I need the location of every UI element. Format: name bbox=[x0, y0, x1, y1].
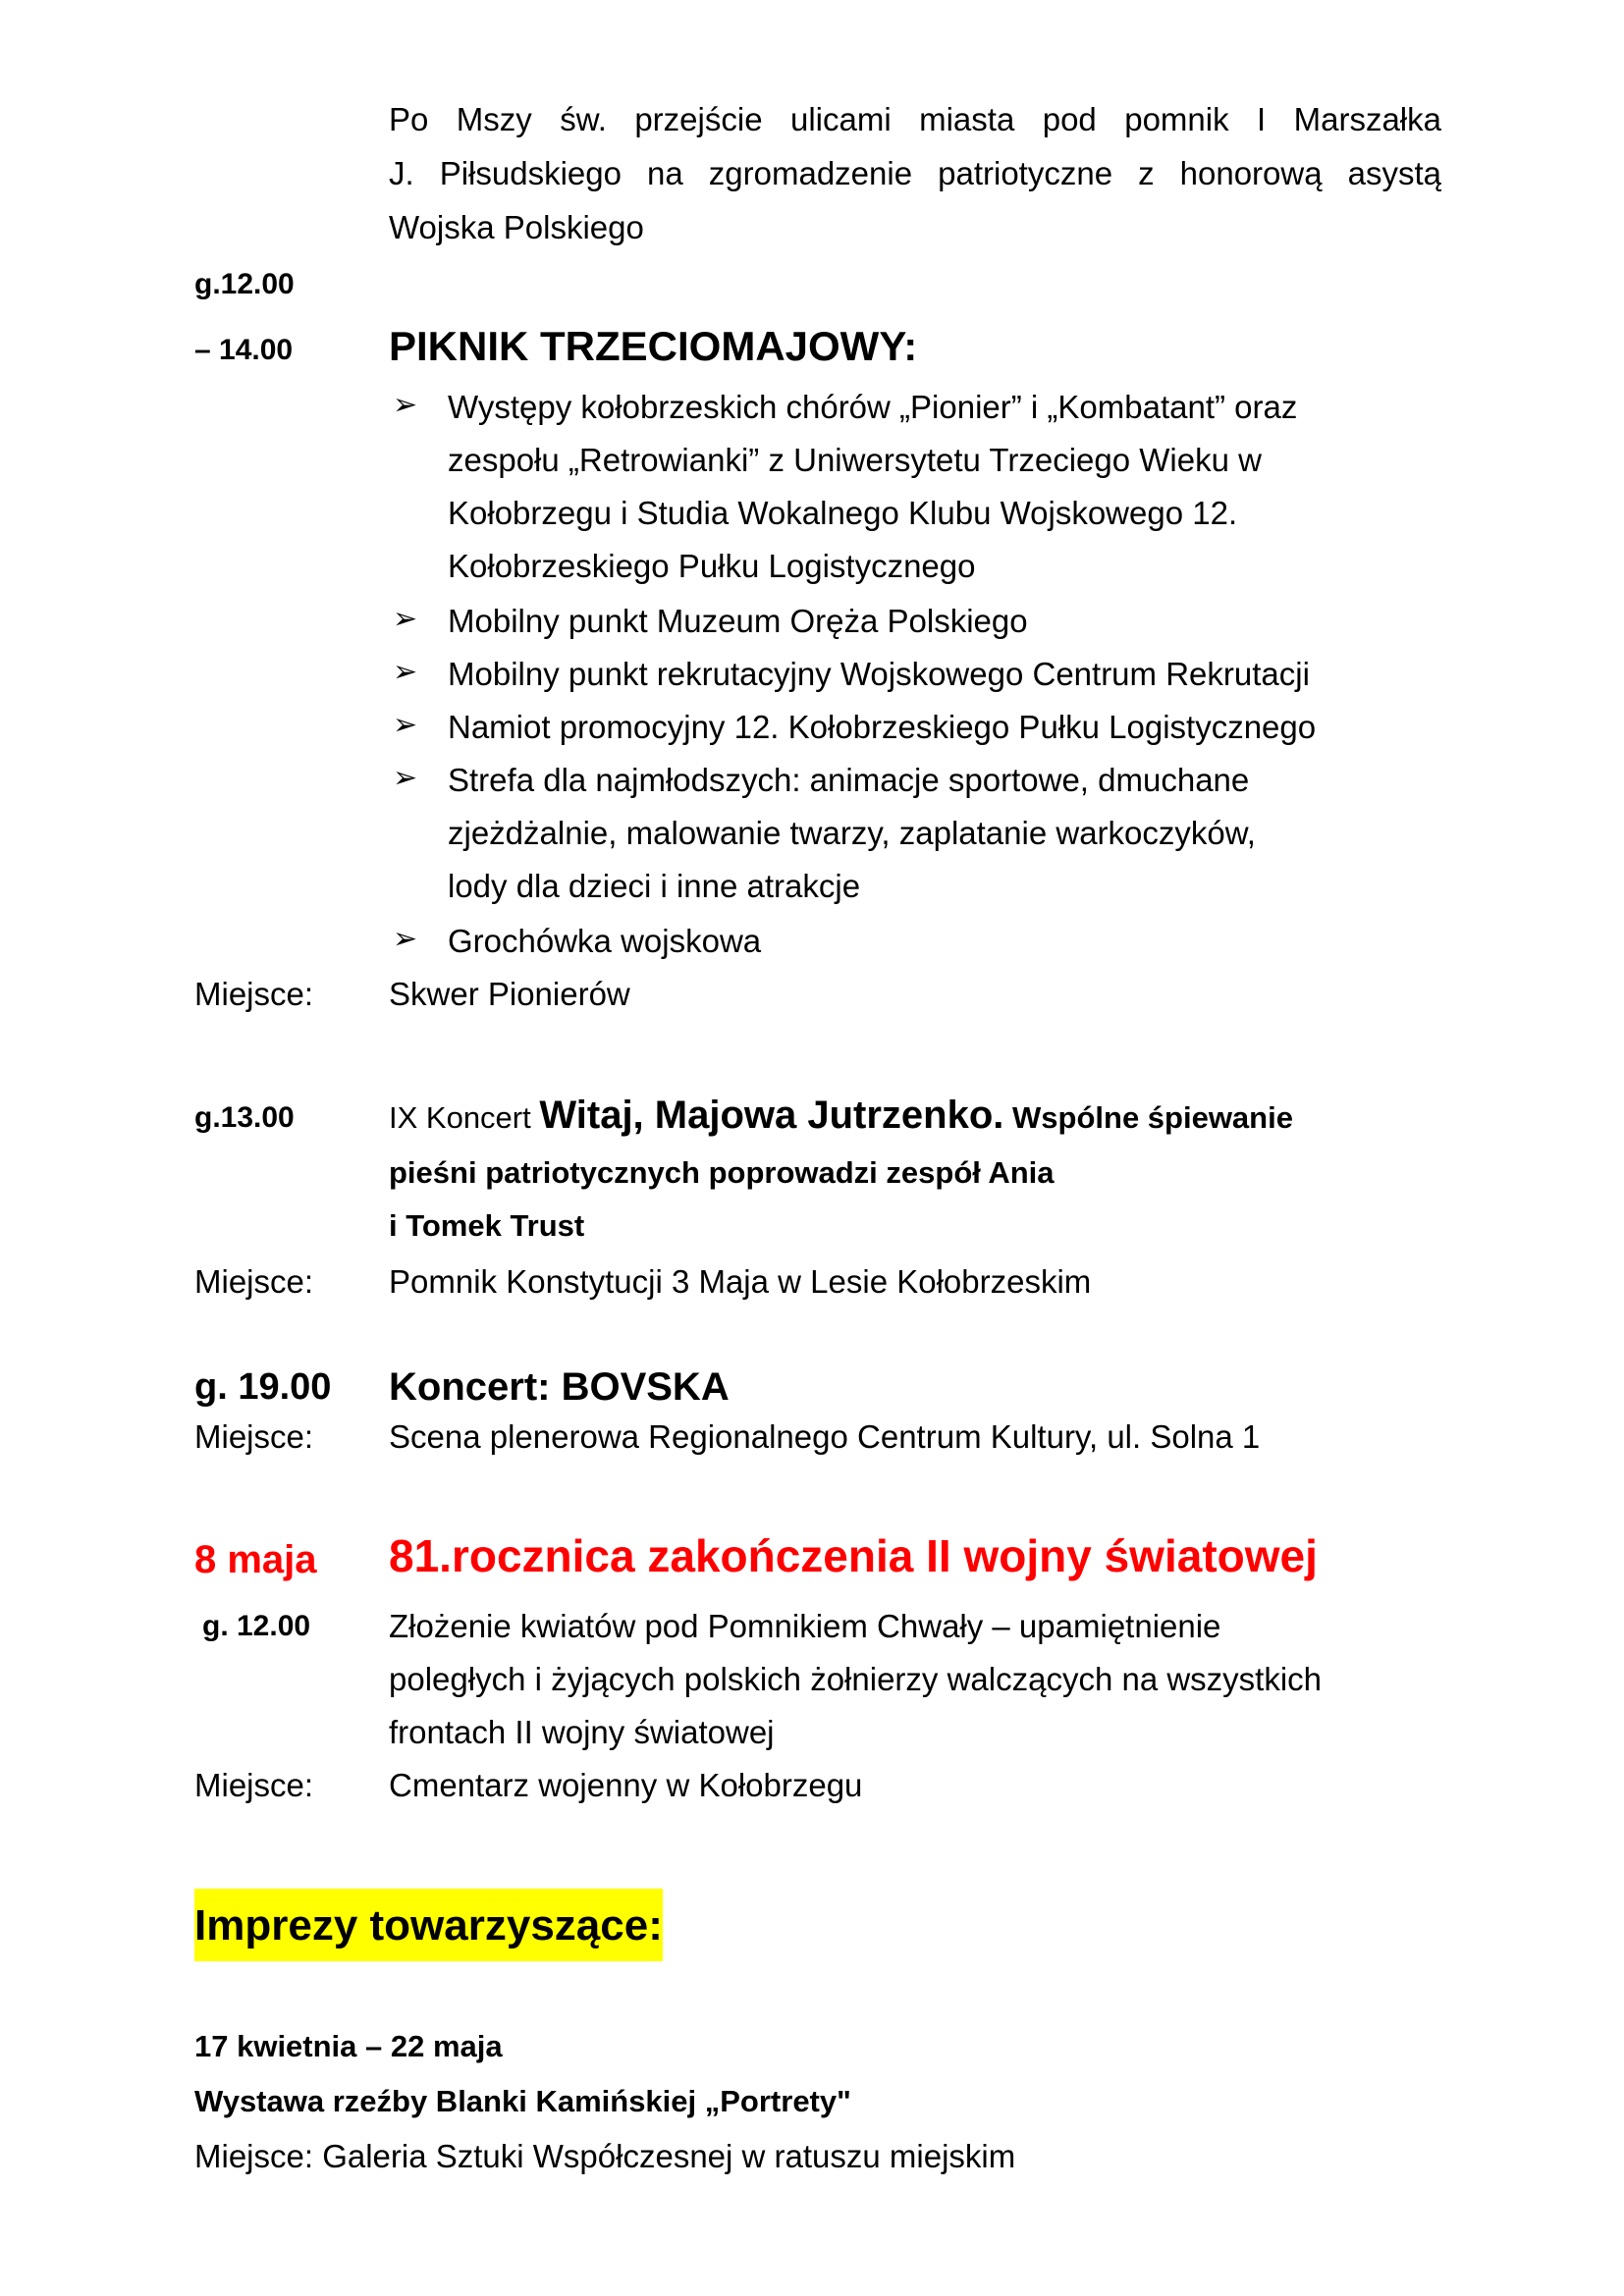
anniversary-time: g. 12.00 bbox=[202, 1610, 311, 1642]
side-event-title: Wystawa rzeźby Blanki Kamińskiej „Portrety" bbox=[194, 2084, 851, 2118]
arrowhead-bullet-icon: ➢ bbox=[393, 762, 418, 794]
concert1-title: Witaj, Majowa Jutrzenko. bbox=[539, 1094, 1004, 1137]
bullet-line: Namiot promocyjny 12. Kołobrzeskiego Pułku Logistycznego bbox=[448, 709, 1317, 745]
intro-line: Wojska Polskiego bbox=[389, 209, 644, 245]
bullet-line: Mobilny punkt Muzeum Oręża Polskiego bbox=[448, 603, 1028, 639]
concert1-heading bbox=[389, 1088, 1293, 1151]
concert1-place: Pomnik Konstytucji 3 Maja w Lesie Kołobrzeskim bbox=[389, 1263, 1092, 1300]
concert1-desc: Wspólne śpiewanie bbox=[1003, 1100, 1293, 1135]
concert2-title: Koncert: BOVSKA bbox=[389, 1365, 730, 1409]
concert1-prefix: IX Koncert bbox=[389, 1100, 540, 1135]
arrowhead-bullet-icon: ➢ bbox=[393, 389, 418, 421]
bullet-line: lody dla dzieci i inne atrakcje bbox=[448, 868, 861, 904]
place-label: Miejsce: bbox=[194, 976, 314, 1012]
arrowhead-bullet-icon: ➢ bbox=[393, 656, 418, 688]
concert1-desc: i Tomek Trust bbox=[389, 1208, 585, 1243]
place-label: Miejsce: bbox=[194, 1418, 314, 1455]
bullet-line: Kołobrzeskiego Pułku Logistycznego bbox=[448, 548, 976, 584]
bullet-line: Grochówka wojskowa bbox=[448, 923, 762, 959]
anniversary-desc: frontach II wojny światowej bbox=[389, 1714, 775, 1750]
anniversary-place: Cmentarz wojenny w Kołobrzegu bbox=[389, 1767, 863, 1803]
side-events-heading: Imprezy towarzyszące: bbox=[194, 1889, 663, 1961]
picnic-title: PIKNIK TRZECIOMAJOWY: bbox=[389, 323, 918, 369]
anniversary-desc: poległych i żyjących polskich żołnierzy walczących na wszystkich bbox=[389, 1661, 1323, 1697]
place-label: Miejsce: bbox=[194, 1263, 314, 1300]
intro-line: Po Mszy św. przejście ulicami miasta pod pomnik I Marszałka bbox=[389, 101, 1441, 137]
bullet-line: Strefa dla najmłodszych: animacje sportowe, dmuchane bbox=[448, 762, 1250, 798]
picnic-place: Skwer Pionierów bbox=[389, 976, 630, 1012]
bullet-line: zespołu „Retrowianki” z Uniwersytetu Trzeciego Wieku w bbox=[448, 442, 1262, 478]
bullet-line: zjeżdżalnie, malowanie twarzy, zaplatanie warkoczyków, bbox=[448, 815, 1256, 851]
concert2-time: g. 19.00 bbox=[194, 1366, 332, 1408]
picnic-time-start: g.12.00 bbox=[194, 268, 295, 300]
arrowhead-bullet-icon: ➢ bbox=[393, 603, 418, 635]
arrowhead-bullet-icon: ➢ bbox=[393, 709, 418, 741]
bullet-line: Występy kołobrzeskich chórów „Pionier” i „Kombatant” oraz bbox=[448, 389, 1298, 425]
concert2-place: Scena plenerowa Regionalnego Centrum Kultury, ul. Solna 1 bbox=[389, 1418, 1261, 1455]
side-event-place: Miejsce: Galeria Sztuki Współczesnej w ratuszu miejskim bbox=[194, 2138, 1016, 2174]
bullet-line: Kołobrzegu i Studia Wokalnego Klubu Wojskowego 12. bbox=[448, 495, 1238, 531]
anniversary-title: 81.rocznica zakończenia II wojny światowej bbox=[389, 1530, 1318, 1581]
picnic-time-end: – 14.00 bbox=[194, 334, 294, 366]
anniversary-desc: Złożenie kwiatów pod Pomnikiem Chwały – upamiętnienie bbox=[389, 1608, 1221, 1644]
concert1-time: g.13.00 bbox=[194, 1101, 295, 1134]
arrowhead-bullet-icon: ➢ bbox=[393, 923, 418, 955]
place-label: Miejsce: bbox=[194, 1767, 314, 1803]
bullet-line: Mobilny punkt rekrutacyjny Wojskowego Centrum Rekrutacji bbox=[448, 656, 1310, 692]
concert1-desc: pieśni patriotycznych poprowadzi zespół Ania bbox=[389, 1155, 1055, 1190]
side-event-dates: 17 kwietnia – 22 maja bbox=[194, 2029, 503, 2063]
anniversary-date: 8 maja bbox=[194, 1538, 317, 1581]
intro-line: J. Piłsudskiego na zgromadzenie patriotyczne z honorową asystą bbox=[389, 155, 1441, 191]
